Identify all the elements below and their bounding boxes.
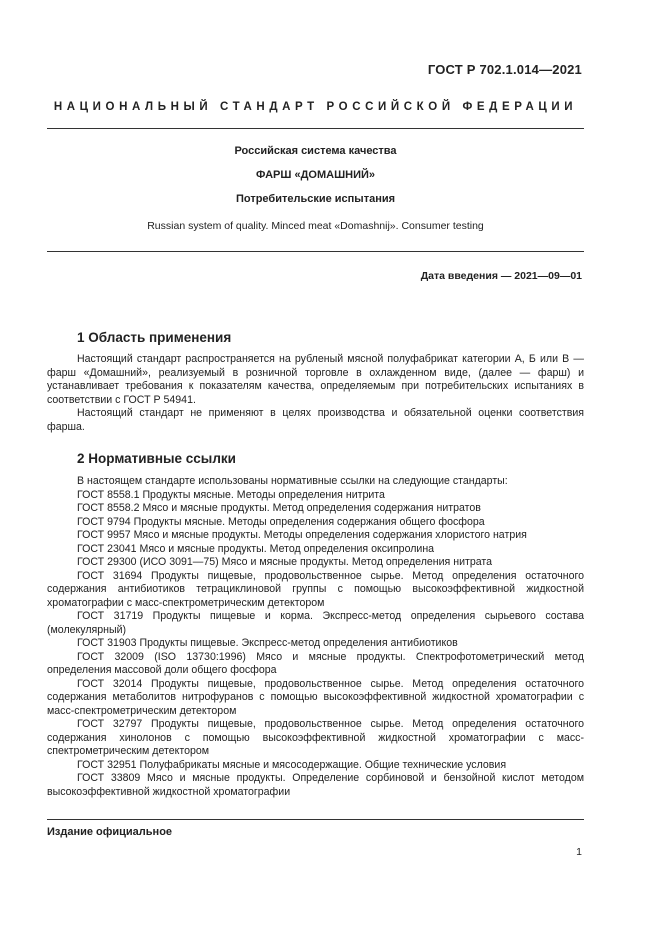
- reference-item: ГОСТ 8558.1 Продукты мясные. Методы определения нитрита: [77, 488, 385, 501]
- paragraph: Настоящий стандарт не применяют в целях производства и обязательной оценки соответствия фарша.: [47, 407, 584, 433]
- product-title: ФАРШ «ДОМАШНИЙ»: [255, 169, 376, 181]
- reference-item: ГОСТ 31694 Продукты пищевые, продовольственное сырье. Метод определения остаточного содержания антибиотиков тетрациклиновой группы с помощью высокоэффективной жидкостной хроматографии с масс-спектрометрическим детектором: [47, 569, 584, 609]
- section-1-body: [47, 353, 584, 434]
- national-standard-title: НАЦИОНАЛЬНЫЙ СТАНДАРТ РОССИЙСКОЙ ФЕДЕРАЦИИ: [53, 101, 578, 113]
- introduction-date: Дата введения — 2021—09—01: [420, 270, 582, 282]
- reference-item: ГОСТ 23041 Мясо и мясные продукты. Метод определения оксипролина: [77, 542, 435, 555]
- header-divider: [47, 128, 584, 129]
- paragraph: В настоящем стандарте использованы нормативные ссылки на следующие стандарты:: [77, 475, 508, 487]
- subtitle: Потребительские испытания: [235, 193, 396, 205]
- page-number: 1: [576, 846, 582, 858]
- reference-item: ГОСТ 32951 Полуфабрикаты мясные и мясосодержащие. Общие технические условия: [77, 758, 507, 771]
- edition-label: Издание официальное: [47, 826, 173, 838]
- reference-item: ГОСТ 9957 Мясо и мясные продукты. Методы определения содержания хлористого натрия: [77, 529, 527, 541]
- document-number: ГОСТ Р 702.1.014—2021: [427, 62, 582, 77]
- reference-item: ГОСТ 29300 (ИСО 3091—75) Мясо и мясные продукты. Метод определения нитрата: [77, 556, 493, 568]
- section-2-body: [47, 475, 584, 799]
- section-2-heading: 2 Нормативные ссылки: [77, 451, 236, 466]
- reference-item: ГОСТ 32797 Продукты пищевые, продовольственное сырье. Метод определения остаточного содержания хинолонов с помощью высокоэффективной жидкостной хроматографии с масс-спектрометрическим детектором: [47, 718, 584, 757]
- system-title: Российская система качества: [234, 145, 397, 157]
- reference-item: ГОСТ 8558.2 Мясо и мясные продукты. Метод определения содержания нитратов: [77, 502, 481, 514]
- title-divider: [47, 251, 584, 252]
- reference-item: ГОСТ 32009 (ISO 13730:1996) Мясо и мясные продукты. Спектрофотометрический метод определения массовой доли общего фосфора: [47, 650, 584, 676]
- reference-item: ГОСТ 32014 Продукты пищевые, продовольственное сырье. Метод определения остаточного содержания метаболитов нитрофуранов с помощью высокоэффективной жидкостной хроматографии с масс-спектрометрическим детектором: [47, 677, 584, 717]
- reference-item: ГОСТ 9794 Продукты мясные. Методы определения содержания общего фосфора: [77, 515, 485, 528]
- section-1-heading: 1 Область применения: [77, 330, 232, 345]
- english-title: Russian system of quality. Minced meat «Domashnij». Consumer testing: [147, 220, 484, 232]
- reference-item: ГОСТ 31903 Продукты пищевые. Экспресс-метод определения антибиотиков: [77, 637, 458, 649]
- reference-item: ГОСТ 31719 Продукты пищевые и корма. Экспресс-метод определения сырьевого состава (молекулярный): [47, 610, 584, 636]
- reference-item: ГОСТ 33809 Мясо и мясные продукты. Определение сорбиновой и бензойной кислот методом высокоэффективной жидкостной хроматографии: [47, 772, 584, 798]
- footer-divider: [47, 819, 584, 820]
- paragraph: Настоящий стандарт распространяется на рубленый мясной полуфабрикат категории А, Б или В — фарш «Домашний», реализуемый в розничной торговле в охлажденном виде, (далее — фарш) и устанавливает требования к показателям качества, определяемым при потребительских испытаниях в соответствии с ГОСТ Р 54941.: [47, 353, 584, 406]
